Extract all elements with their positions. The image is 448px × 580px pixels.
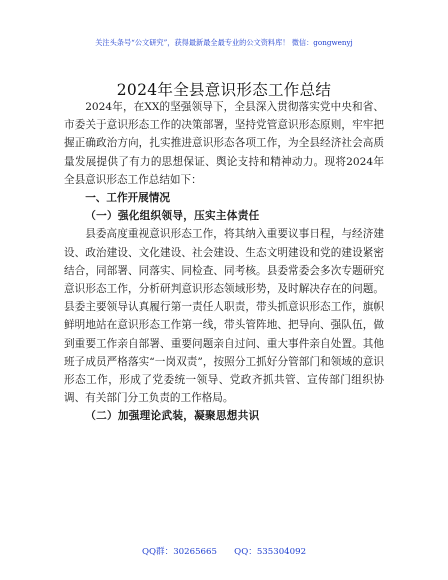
subsection-heading-1: （一）强化组织领导，压实主体责任 bbox=[85, 210, 260, 223]
document-title: 2024年全县意识形态工作总结 bbox=[116, 81, 332, 99]
intro-paragraph: 2024年，在XX的坚强领导下，全县深入贯彻落实党中央和省、市委关于意识形态工作的决策部署，坚持党管意识形态原则，牢牢把握正确政治方向，扎实推进意识形态各项工作，为全县经济社会高质量发展提供了有力的思想保证、舆论支持和精神动力。现将2024年全县意识形态工作总结如下： bbox=[64, 101, 384, 186]
footer-contact: QQ群：30265665 QQ：535304092 bbox=[141, 547, 307, 557]
document-body bbox=[64, 98, 384, 426]
section-heading-1: 一、工作开展情况 bbox=[85, 192, 170, 205]
subsection-1-paragraph: 县委高度重视意识形态工作，将其纳入重要议事日程，与经济建设、政治建设、文化建设、社会建设、生态文明建设和党的建设紧密结合，同部署、同落实、同检查、同考核。县委常委会多次专题研究意识形态工作，分析研判意识形态领域形势，及时解决存在的问题。县委主要领导认真履行第一责任人职责，带头抓意识形态工作，旗帜鲜明地站在意识形态工作第一线，带头管阵地、把导向、强队伍，做到重要工作亲自部署、重要问题亲自过问、重大事件亲自处置。其他班子成员严格落实“一岗双责”，按照分工抓好分管部门和领域的意识形态工作，形成了党委统一领导、党政齐抓共管、宣传部门组织协调、有关部门分工负责的工作格局。 bbox=[64, 228, 384, 405]
header-banner: 关注头条号“公文研究”，获得最新最全最专业的公文资料库！ 微信：gongwenyj bbox=[95, 38, 353, 47]
subsection-heading-2: （二）加强理论武装，凝聚思想共识 bbox=[85, 410, 260, 423]
